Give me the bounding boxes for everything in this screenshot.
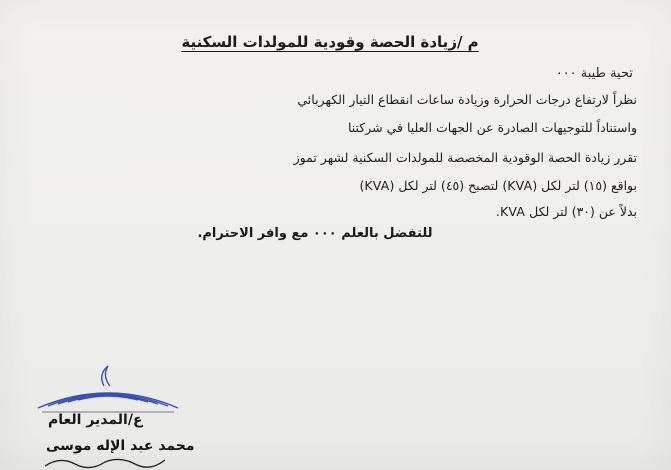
signature-scrawl (40, 452, 170, 470)
letter-closing: للتفضل بالعلم ٠٠٠ مع وافر الاحترام. (197, 226, 433, 241)
body-line-5: بدلاً عن (٣٠) لتر لكل KVA. (495, 204, 637, 219)
body-line-3: تقرر زيادة الحصة الوقودية المخصصة للمولدات السكنية لشهر تموز (293, 150, 637, 165)
signature-name: محمد عبد الإله موسى (46, 438, 195, 454)
body-line-4: بواقع (١٥) لتر لكل (KVA) لتصبح (٤٥) لتر لكل (KVA) (359, 178, 637, 193)
body-line-2: واستناداً للتوجيهات الصادرة عن الجهات العليا في شركتنا (347, 120, 637, 135)
arc-logo-icon (28, 356, 188, 416)
letter-subject: م /زيادة الحصة وقودية للمولدات السكنية (181, 33, 479, 51)
body-line-1: نظراً لارتفاع درجات الحرارة وزيادة ساعات انقطاع التيار الكهربائي (297, 92, 637, 107)
letter-greeting: تحية طيبة ٠٠٠ (555, 66, 633, 81)
signature-title: ع/المدير العام (48, 412, 143, 428)
